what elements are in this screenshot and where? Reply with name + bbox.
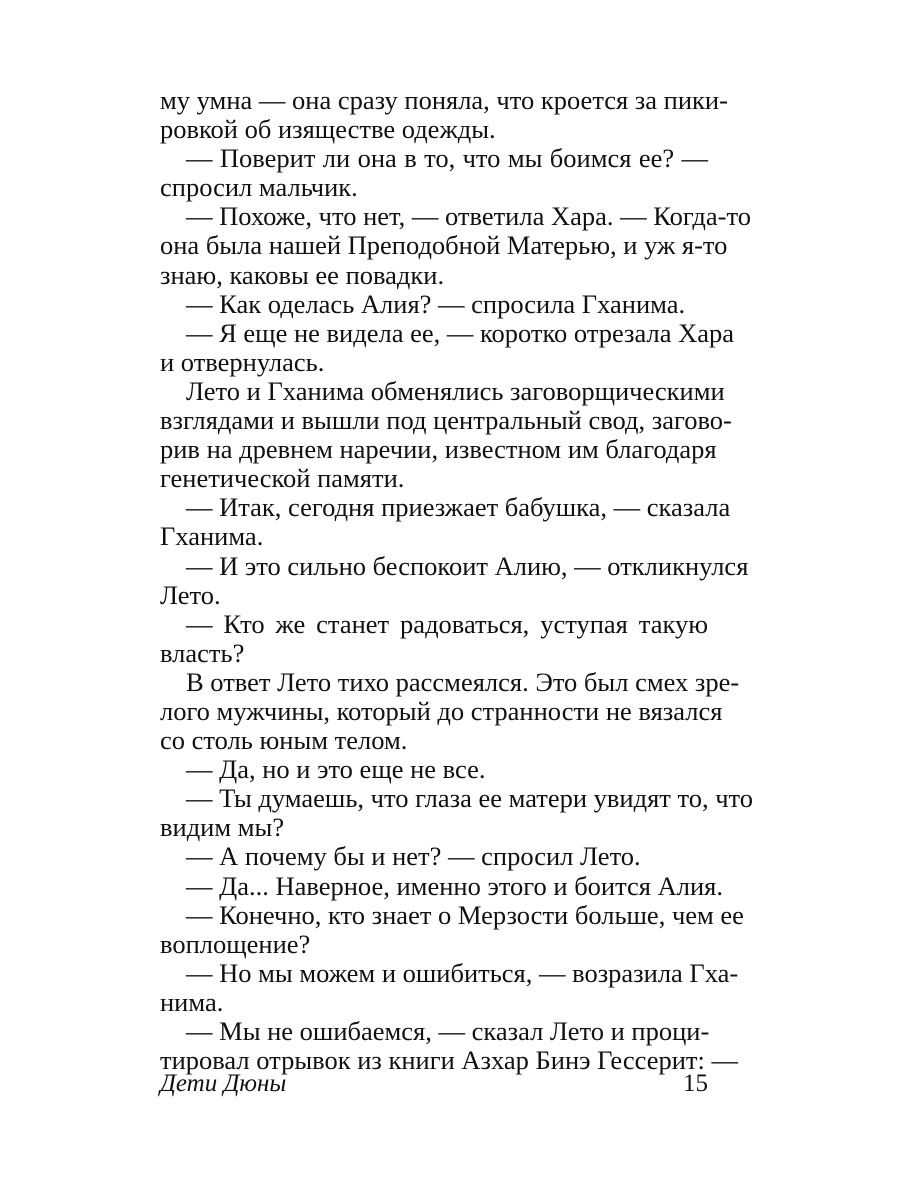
text-line: — Похоже, что нет, — ответила Хара. — Когда-то bbox=[186, 201, 751, 232]
text-line: она была нашей Преподобной Матерью, и уж я-то bbox=[160, 230, 728, 261]
text-line: лого мужчины, который до странности не вязался bbox=[160, 695, 723, 726]
text-line: знаю, каковы ее повадки. bbox=[160, 259, 445, 290]
text-line: со столь юным телом. bbox=[160, 725, 408, 756]
text-line: рив на древнем наречии, известном им благодаря bbox=[160, 434, 717, 465]
page-number: 15 bbox=[683, 1070, 708, 1097]
text-line: спросил мальчик. bbox=[160, 172, 358, 203]
text-line: — Конечно, кто знает о Мерзости больше, чем ее bbox=[186, 899, 744, 930]
text-line: Гханима. bbox=[160, 521, 264, 552]
text-line: Лето. bbox=[160, 579, 221, 610]
text-line: — Итак, сегодня приезжает бабушка, — сказала bbox=[186, 492, 731, 523]
text-line: В ответ Лето тихо рассмеялся. Это был смех зре- bbox=[186, 666, 740, 697]
text-line: — И это сильно беспокоит Алию, — откликнулся bbox=[186, 550, 749, 581]
text-line: — Я еще не видела ее, — коротко отрезала Хара bbox=[186, 317, 735, 348]
text-line: нима. bbox=[160, 986, 224, 1017]
text-line: видим мы? bbox=[160, 812, 285, 843]
text-line: — Мы не ошибаемся, — сказал Лето и проци- bbox=[186, 1016, 710, 1046]
text-line: — Да, но и это еще не все. bbox=[186, 754, 486, 785]
text-line: — Но мы можем и ошибиться, — возразила Гха- bbox=[186, 957, 739, 988]
text-line: — Поверит ли она в то, что мы боимся ее? — bbox=[186, 143, 708, 174]
running-footer-book-title: Дети Дюны bbox=[160, 1070, 287, 1097]
text-line: — А почему бы и нет? — спросил Лето. bbox=[186, 841, 641, 872]
text-line: му умна — она сразу поняла, что кроется за пики- bbox=[160, 85, 728, 115]
text-line: — Как оделась Алия? — спросила Гханима. bbox=[186, 288, 686, 319]
text-line: — Да... Наверное, именно этого и боится Алия. bbox=[186, 870, 723, 901]
text-line: взглядами и вышли под центральный свод, загово- bbox=[160, 405, 732, 436]
text-line: — Кто же станет радоваться, уступая такую bbox=[186, 608, 708, 639]
text-line: — Ты думаешь, что глаза ее матери увидят то, что bbox=[186, 783, 754, 814]
text-line: ровкой об изяществе одежды. bbox=[160, 114, 496, 145]
text-line: воплощение? bbox=[160, 928, 311, 959]
text-line: власть? bbox=[160, 637, 245, 668]
text-line: тировал отрывок из книги Азхар Бинэ Гессерит: — bbox=[160, 1045, 738, 1076]
text-line: и отвернулась. bbox=[160, 346, 325, 377]
page-body-text bbox=[160, 85, 754, 1076]
text-line: Лето и Гханима обменялись заговорщическими bbox=[186, 375, 725, 406]
text-line: генетической памяти. bbox=[160, 463, 405, 494]
